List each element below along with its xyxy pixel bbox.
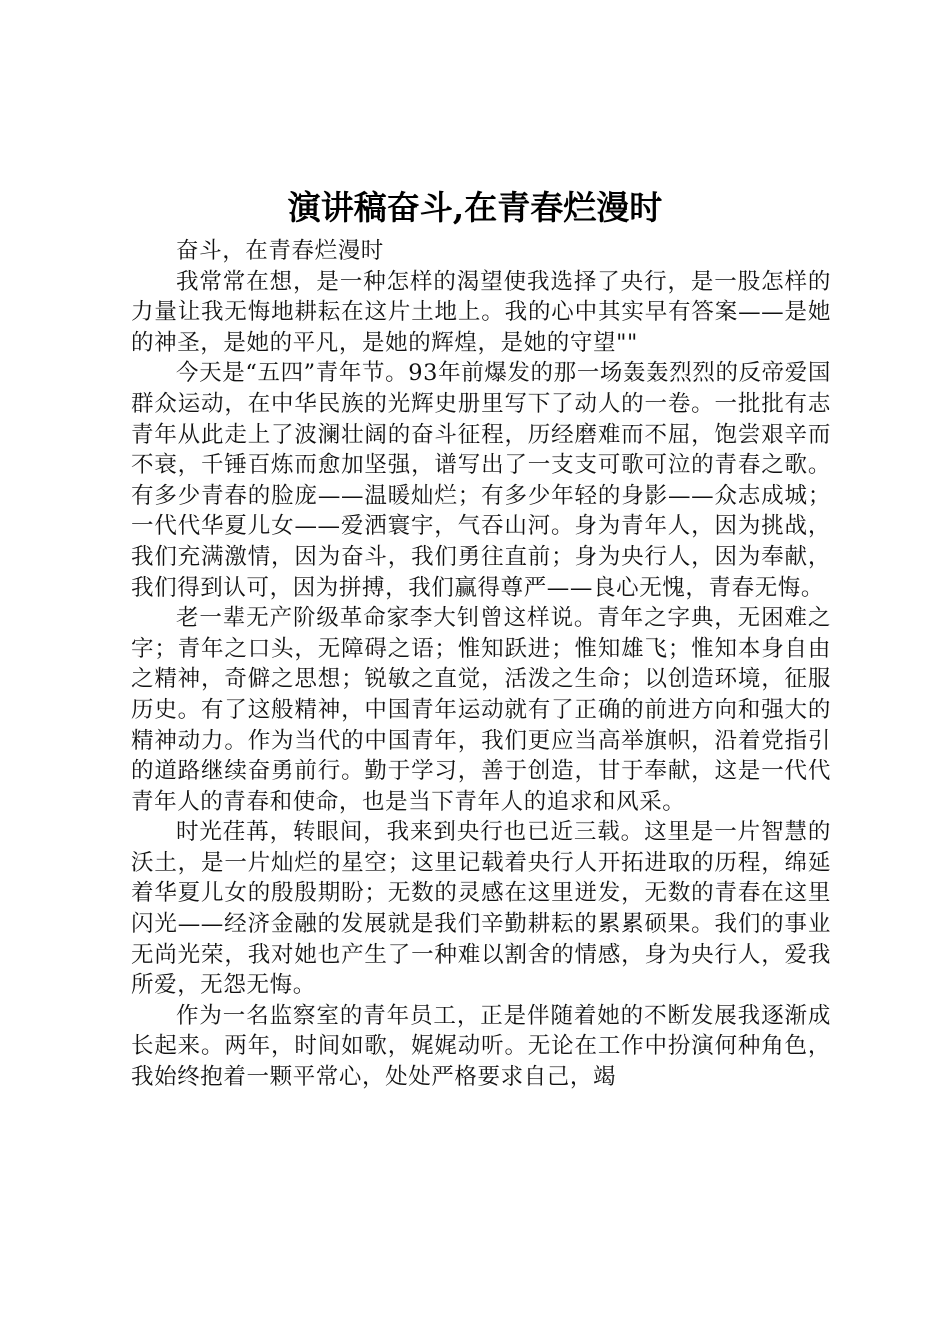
paragraph: 今天是“五四”青年节。93年前爆发的那一场轰轰烈烈的反帝爱国群众运动，在中华民族的光辉史册里写下了动人的一卷。一批批有志青年从此走上了波澜壮阔的奋斗征程，历经磨难而不屈，饱尝艰辛而不衰，千锤百炼而愈加坚强，谱写出了一支支可歌可泣的青春之歌。有多少青春的脸庞——温暖灿烂；有多少年轻的身影——众志成城；一代代华夏儿女——爱洒寰宇，气吞山河。身为青年人，因为挑战，我们充满激情，因为奋斗，我们勇往直前；身为央行人，因为奉献，我们得到认可，因为拼搏，我们赢得尊严——良心无愧，青春无悔。 — [131, 360, 831, 601]
paragraph: 时光荏苒，转眼间，我来到央行也已近三载。这里是一片智慧的沃土，是一片灿烂的星空；这里记载着央行人开拓进取的历程，绵延着华夏儿女的殷殷期盼；无数的灵感在这里迸发，无数的青春在这里闪光——经济金融的发展就是我们辛勤耕耘的累累硕果。我们的事业无尚光荣，我对她也产生了一种难以割舍的情感，身为央行人，爱我所爱，无怨无悔。 — [131, 819, 831, 999]
document-body — [131, 236, 831, 1093]
paragraph-subtitle: 奋斗，在青春烂漫时 — [176, 238, 384, 264]
paragraph: 作为一名监察室的青年员工，正是伴随着她的不断发展我逐渐成长起来。两年，时间如歌，娓娓动听。无论在工作中扮演何种角色，我始终抱着一颗平常心，处处严格要求自己，竭 — [131, 1002, 831, 1091]
paragraph: 我常常在想，是一种怎样的渴望使我选择了央行，是一股怎样的力量让我无悔地耕耘在这片土地上。我的心中其实早有答案——是她的神圣，是她的平凡，是她的辉煌，是她的守望"" — [131, 268, 831, 356]
document-title: 演讲稿奋斗,在青春烂漫时 — [287, 188, 663, 227]
paragraph: 老一辈无产阶级革命家李大钊曾这样说。青年之字典，无困难之字；青年之口头，无障碍之语；惟知跃进；惟知雄飞；惟知本身自由之精神，奇僻之思想；锐敏之直觉，活泼之生命；以创造环境，征服历史。有了这般精神，中国青年运动就有了正确的前进方向和强大的精神动力。作为当代的中国青年，我们更应当高举旗帜，沿着党指引的道路继续奋勇前行。勤于学习，善于创造，甘于奉献，这是一代代青年人的青春和使命，也是当下青年人的追求和风采。 — [131, 605, 831, 815]
